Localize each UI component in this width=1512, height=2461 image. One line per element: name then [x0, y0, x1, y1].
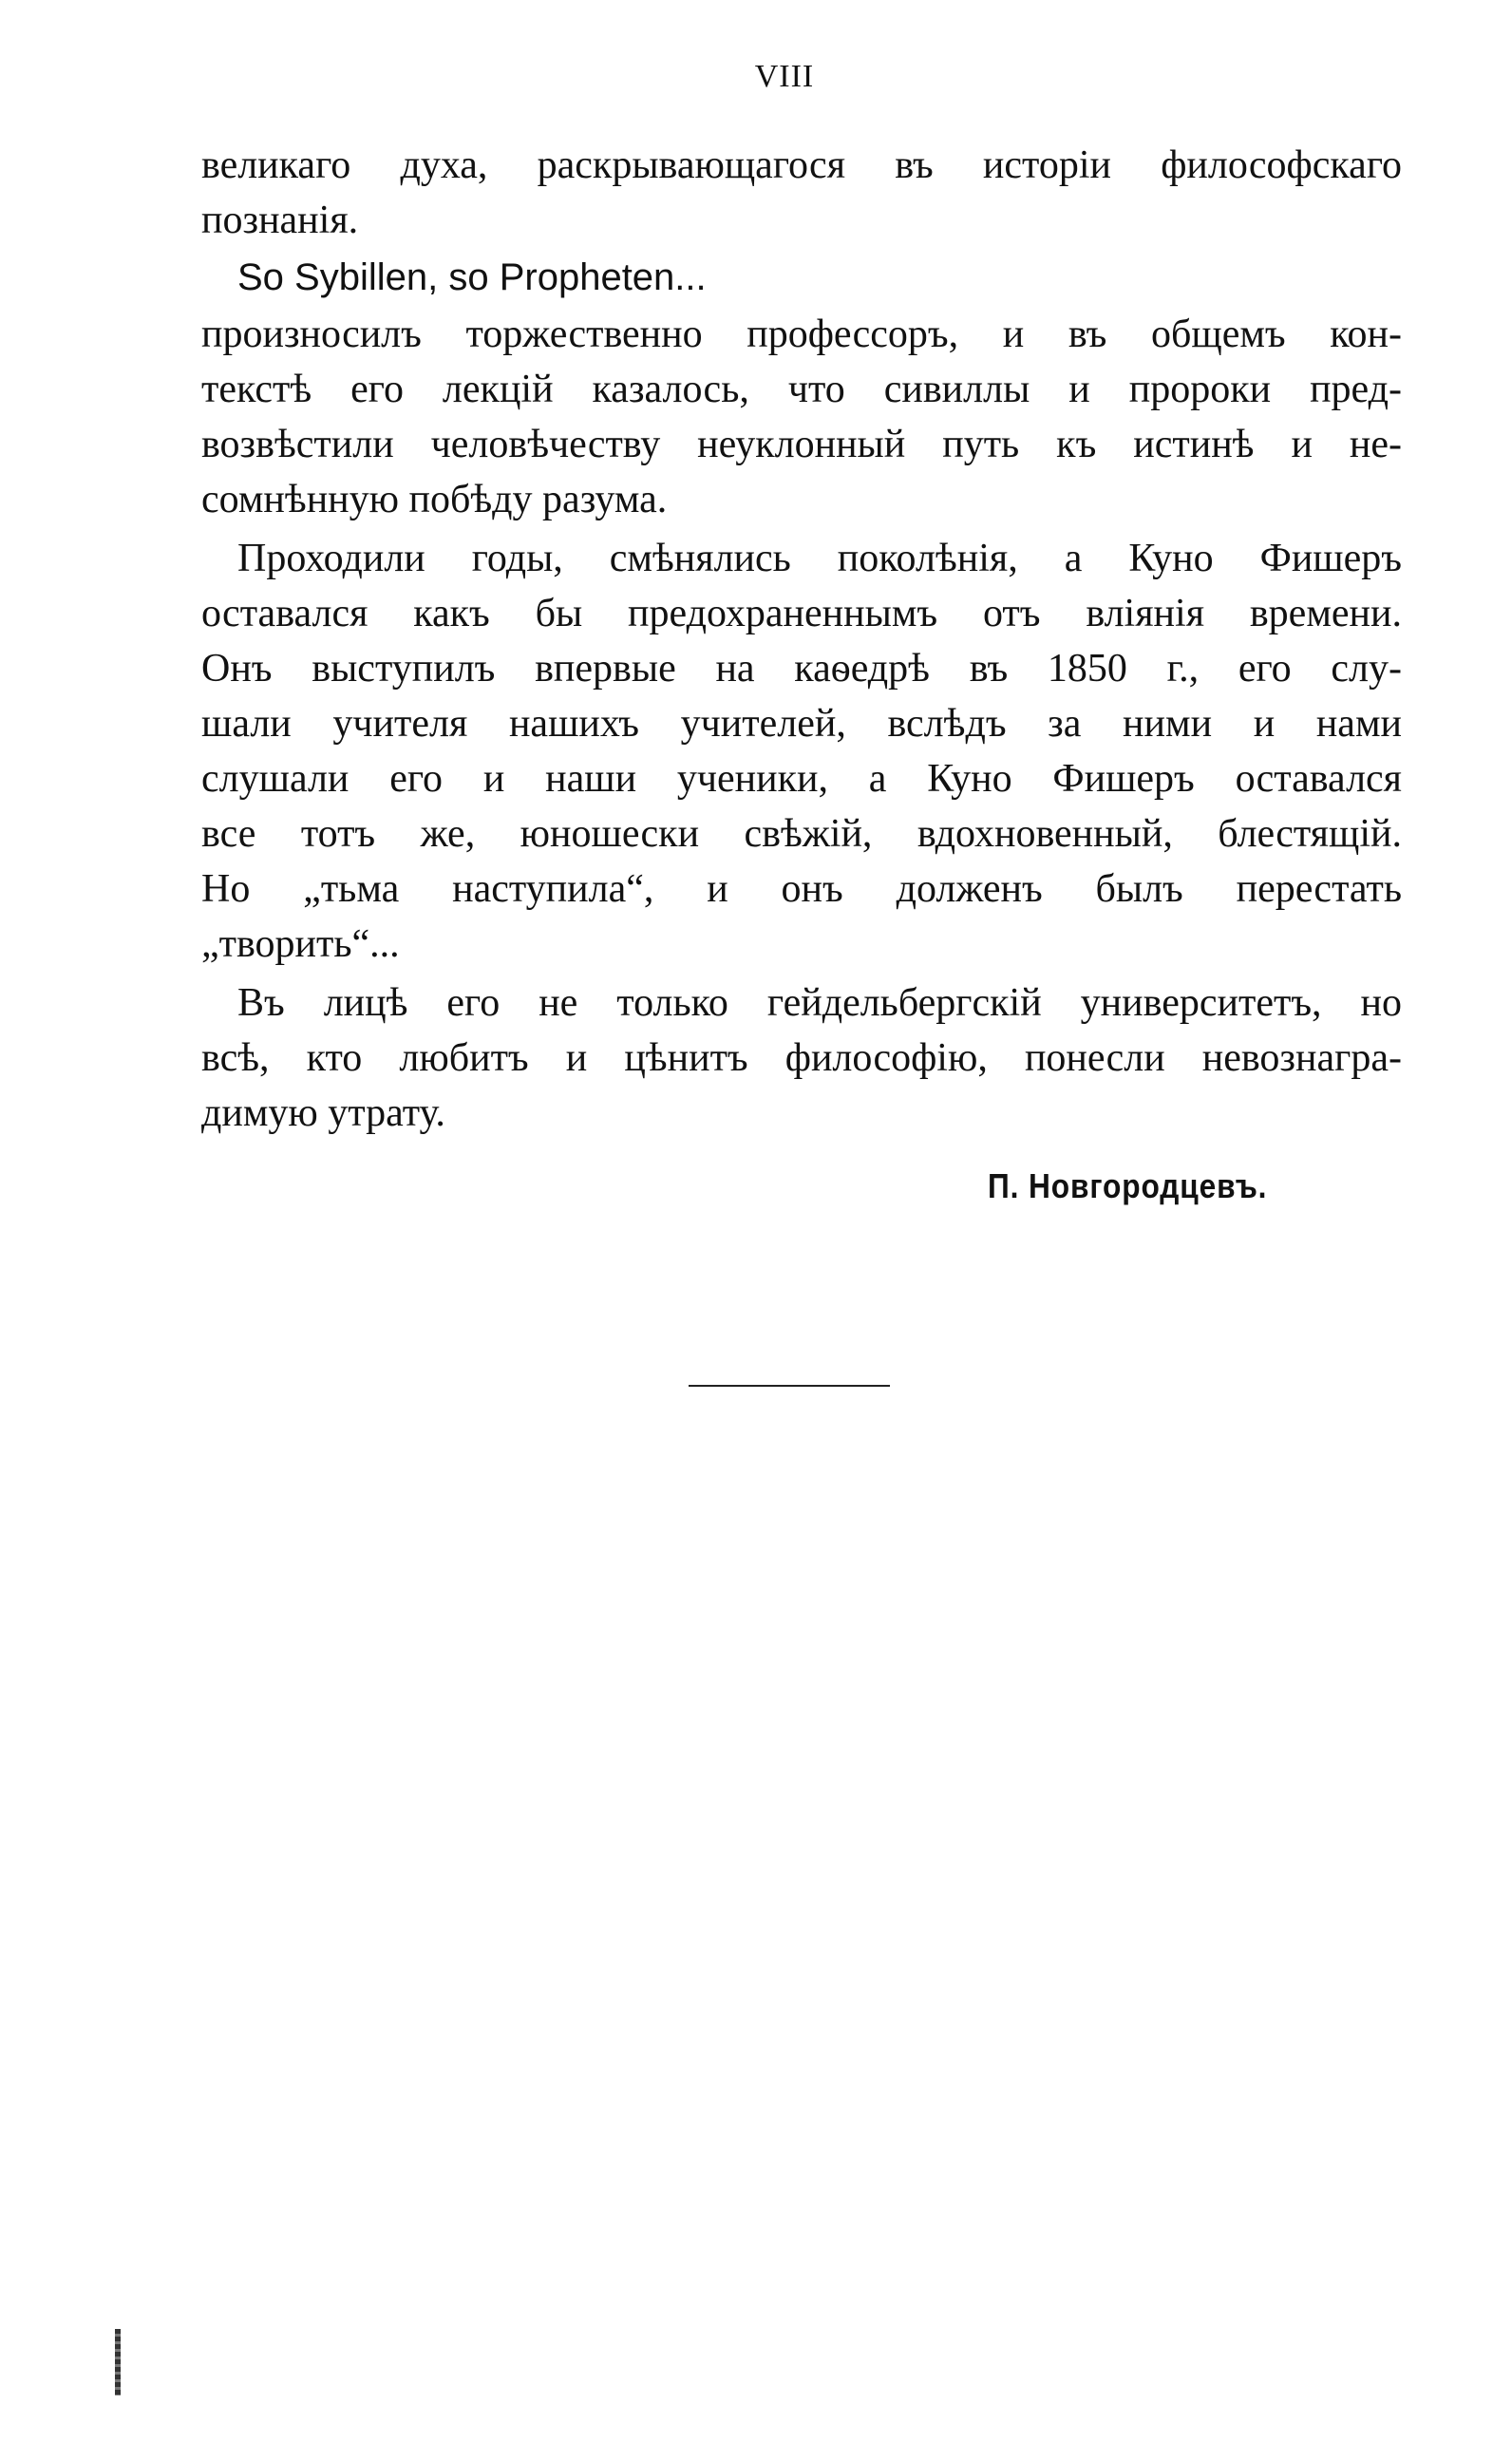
text-line: произносилъ торжественно профессоръ, и въ общемъ кон- — [201, 312, 1402, 356]
page-number: VIII — [754, 59, 815, 94]
text-line: Проходили годы, смѣнялись поколѣнія, а Куно Фишеръ — [237, 537, 1402, 580]
text-line: слушали его и наши ученики, а Куно Фишеръ оставался — [201, 757, 1402, 801]
text-line: Но „тьма наступила“, и онъ долженъ былъ перестать — [201, 867, 1402, 911]
body-text — [201, 138, 1402, 1141]
text-line: всѣ, кто любитъ и цѣнитъ философію, понесли невознагра- — [201, 1036, 1402, 1080]
text-line: шали учителя нашихъ учителей, вслѣдъ за ними и нами — [201, 702, 1402, 746]
text-line: познанія. — [201, 199, 359, 242]
quotation-motto: So Sybillen, so Propheten... — [237, 256, 707, 298]
text-line: димую утрату. — [201, 1091, 445, 1135]
text-line: Въ лицѣ его не только гейдельбергскій университетъ, но — [237, 981, 1402, 1025]
text-line: оставался какъ бы предохраненнымъ отъ вліянія времени. — [201, 592, 1402, 635]
text-line: „творить“... — [201, 922, 400, 966]
closing-rule — [689, 1385, 890, 1387]
text-line: Онъ выступилъ впервые на каѳедрѣ въ 1850 г., его слу- — [201, 647, 1402, 691]
signature: П. Новгородцевъ. — [988, 1166, 1268, 1205]
text-line: все тотъ же, юношески свѣжій, вдохновенный, блестящій. — [201, 812, 1402, 856]
scan-mark — [115, 2329, 121, 2395]
text-line: текстѣ его лекцій казалось, что сивиллы и пророки пред- — [201, 368, 1402, 411]
text-line: великаго духа, раскрывающагося въ исторіи философскаго — [201, 143, 1402, 187]
text-line: сомнѣнную побѣду разума. — [201, 478, 668, 521]
text-line: возвѣстили человѣчеству неуклонный путь къ истинѣ и не- — [201, 423, 1402, 466]
